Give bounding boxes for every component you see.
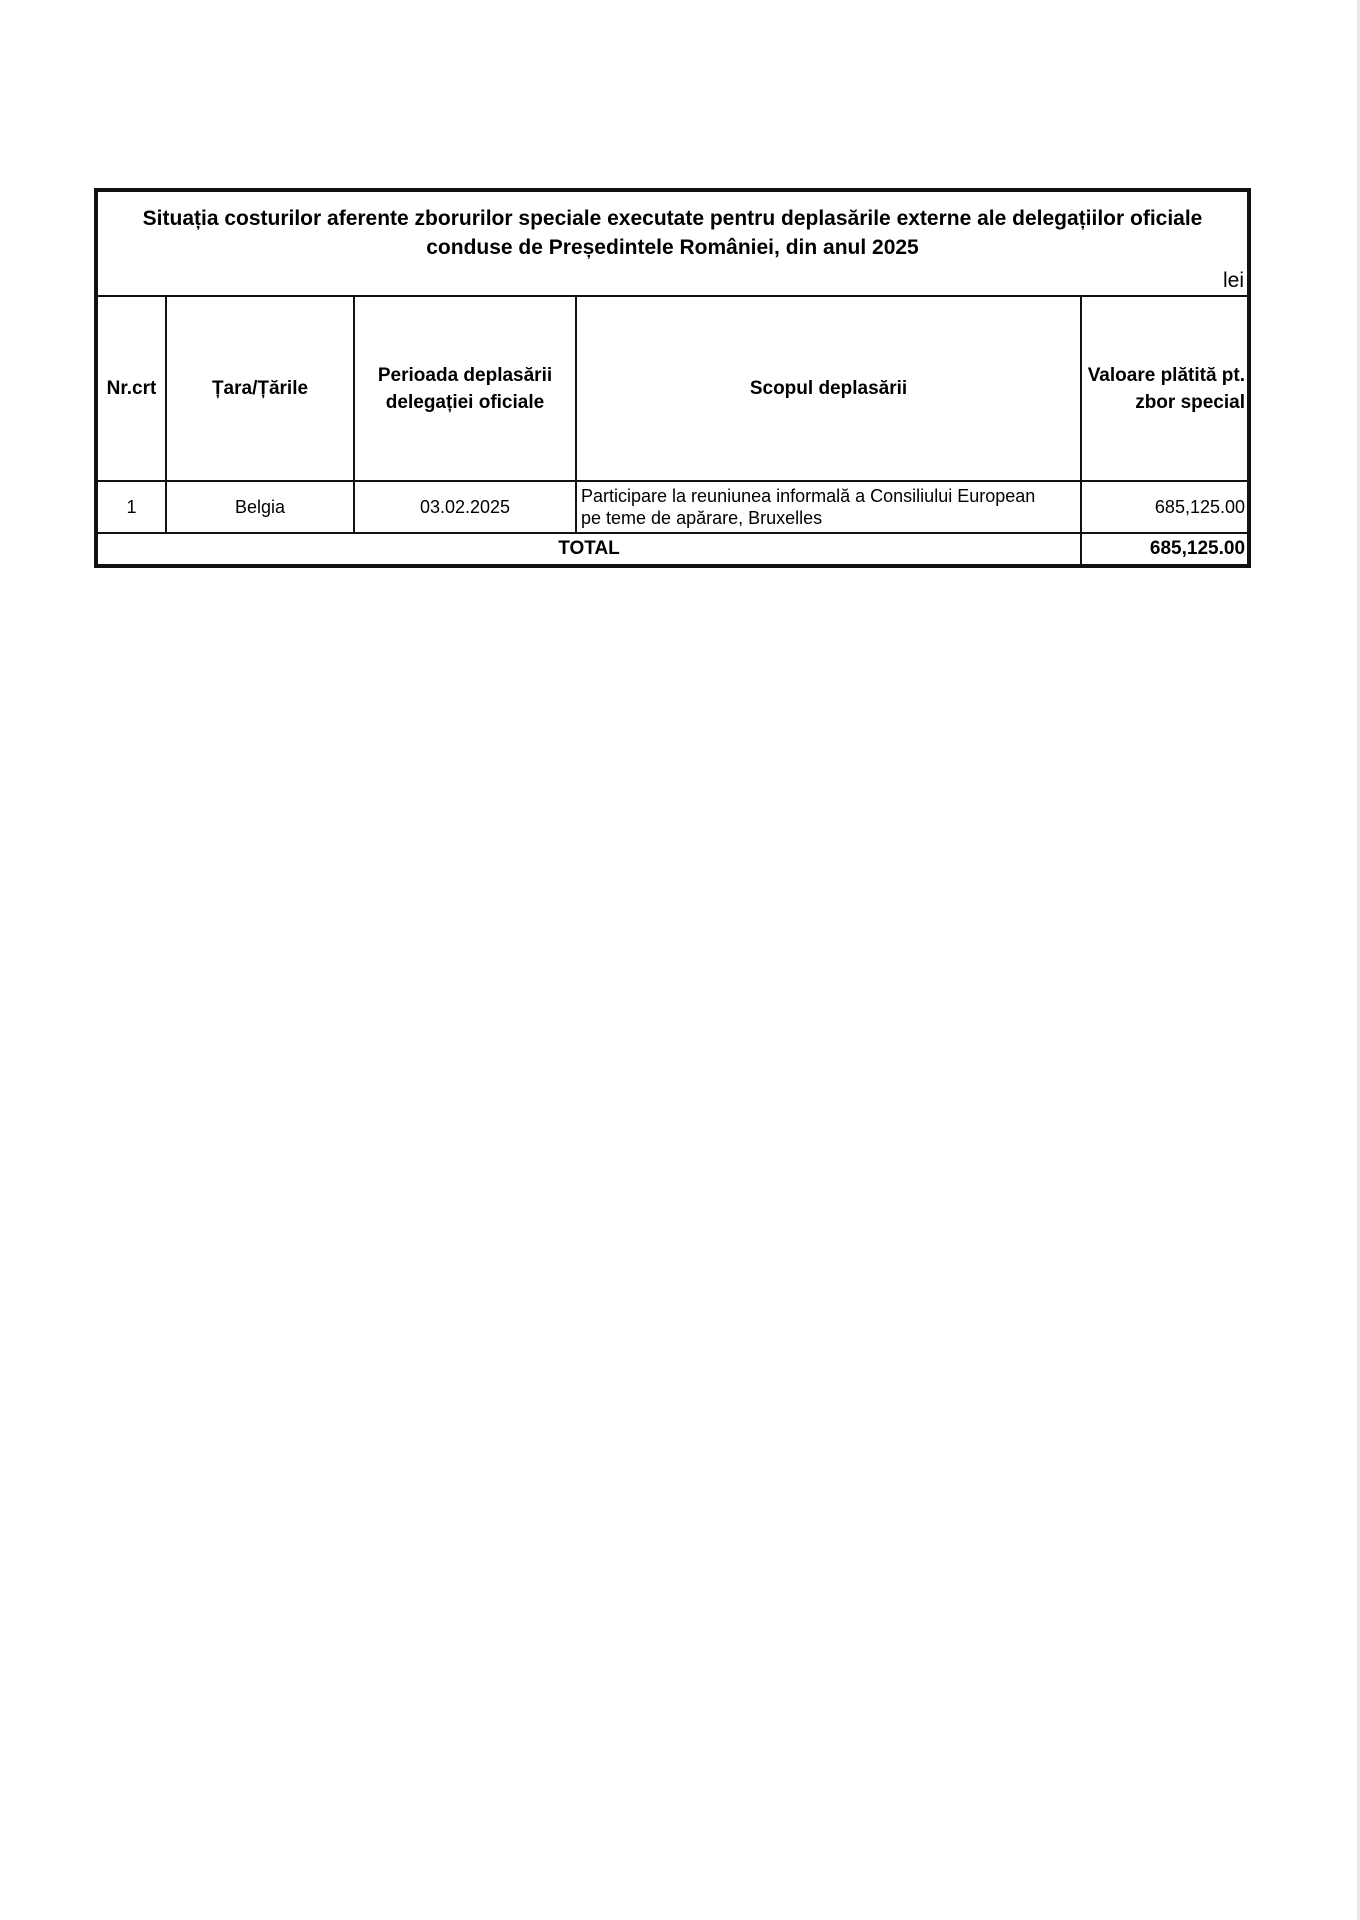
cell-period: 03.02.2025: [354, 481, 576, 533]
cell-nr: 1: [96, 481, 166, 533]
table-title-cell: [96, 190, 1249, 296]
scope-line-2: pe teme de apărare, Bruxelles: [581, 508, 823, 528]
table-header-row: [96, 296, 1249, 481]
header-country: Țara/Țările: [166, 296, 354, 481]
cell-scope: [576, 481, 1081, 533]
document-title: Situația costurilor aferente zborurilor speciale executate pentru deplasările externe ale delegațiilor oficiale conduse de Președintele României, din anul 2025: [142, 207, 1203, 259]
cell-value: 685,125.00: [1081, 481, 1249, 533]
cell-country: Belgia: [166, 481, 354, 533]
header-period: Perioada deplasării delegației oficiale: [354, 296, 576, 481]
total-row: [96, 533, 1249, 566]
header-value: Valoare plătită pt. zbor special: [1081, 296, 1249, 481]
table-row: [96, 481, 1249, 533]
costs-table: [94, 188, 1251, 568]
total-label: TOTAL: [96, 533, 1081, 566]
total-value: 685,125.00: [1081, 533, 1249, 566]
scope-line-1: Participare la reuniunea informală a Consiliului European: [581, 486, 1036, 506]
header-scope: Scopul deplasării: [576, 296, 1081, 481]
header-nr: Nr.crt: [96, 296, 166, 481]
currency-unit: lei: [1223, 269, 1245, 292]
